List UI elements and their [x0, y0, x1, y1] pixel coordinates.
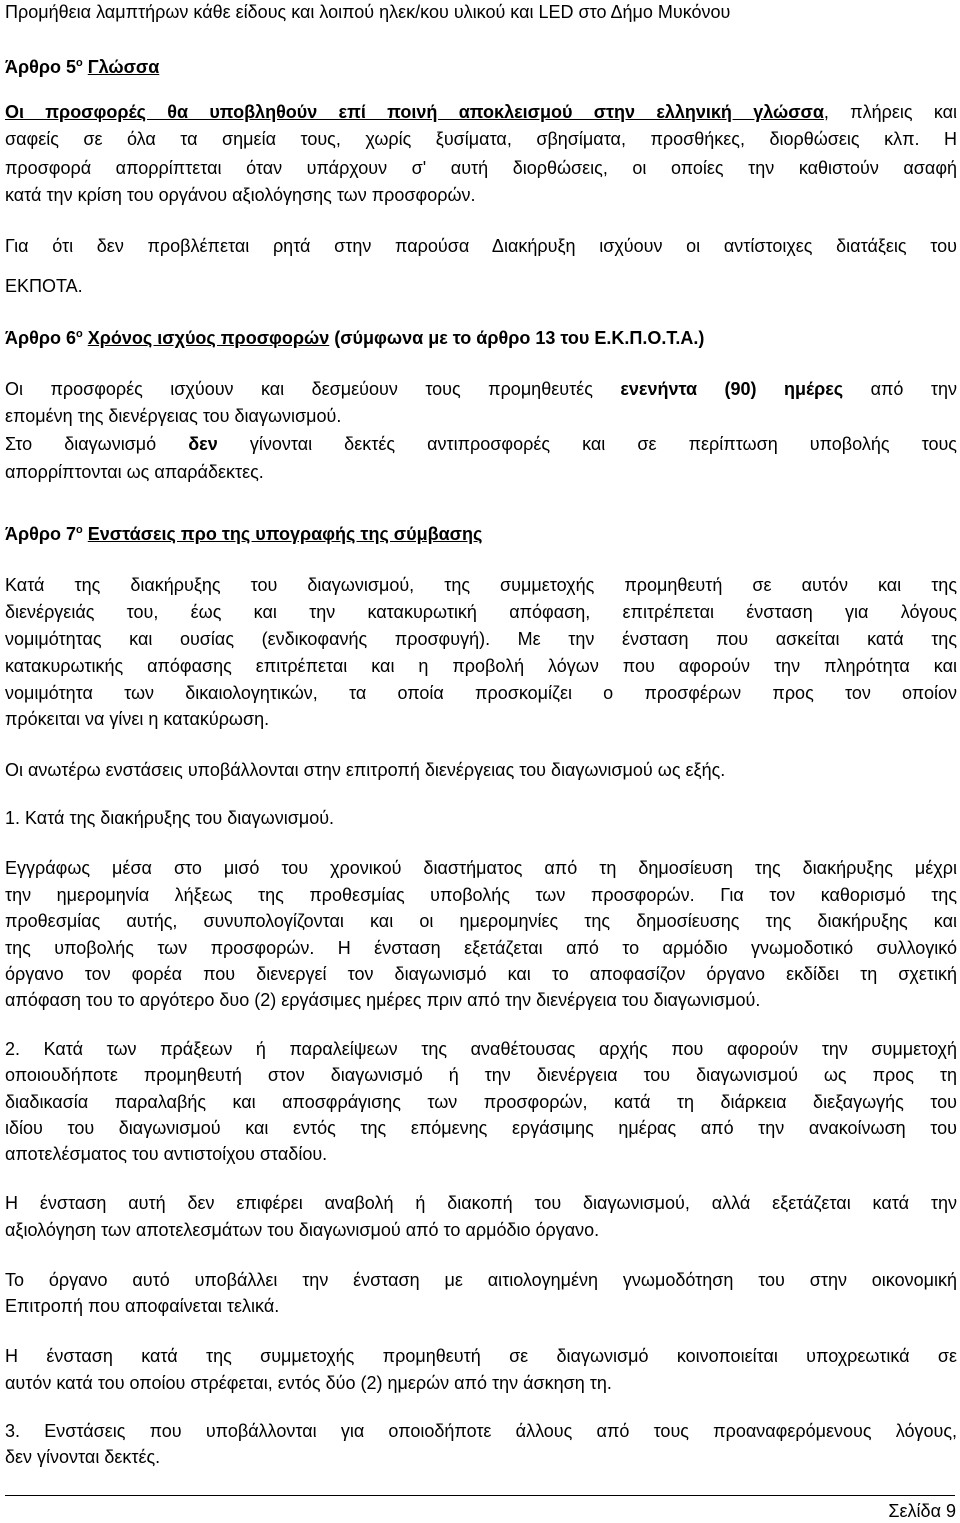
article7-line: νομιμότητα των δικαιολογητικών, τα οποία προσκομίζει ο προσφέρων προς τον οποίον: [5, 683, 957, 703]
article5-prefix: Άρθρο 5: [5, 57, 77, 77]
page-number: Σελίδα 9: [888, 1501, 956, 1521]
article6-p1-start: Οι προσφορές ισχύουν και δεσμεύουν τους προμηθευτές: [5, 379, 593, 399]
article7-line: την ημερομηνία λήξεως της προθεσμίας υποβολής των προσφορών. Για τον καθορισμό της: [5, 885, 957, 905]
article7-prefix: Άρθρο 7: [5, 524, 77, 544]
article6-title: Χρόνος ισχύος προσφορών: [87, 328, 330, 348]
footer-divider: [5, 1495, 955, 1496]
article7-line: αποτελέσματος του αντιστοίχου σταδίου.: [5, 1144, 328, 1164]
article7-line: Το όργανο αυτό υποβάλλει την ένσταση με αιτιολογημένη γνωμοδότηση του στην οικονομική: [5, 1270, 957, 1290]
article7-line: όργανο τον φορέα που διενεργεί τον διαγωνισμό και το αποφασίζον όργανο εκδίδει τη σχετική: [5, 964, 957, 984]
article6-p1-end: από την: [870, 379, 957, 399]
article5-p1-line1: [5, 100, 957, 125]
article5-p1-line2: σαφείς σε όλα τα σημεία τους, χωρίς ξυσίματα, σβησίματα, προσθήκες, διορθώσεις κλπ. Η: [5, 129, 957, 149]
article6-p2-line1: [5, 432, 957, 457]
article7-item3-line: 3. Ενστάσεις που υποβάλλονται για οποιοδήποτε άλλους από τους προαναφερόμενους λόγους,: [5, 1421, 957, 1441]
article7-item1-title: 1. Κατά της διακήρυξης του διαγωνισμού.: [5, 808, 335, 828]
article7-line: Η ένσταση αυτή δεν επιφέρει αναβολή ή διακοπή του διαγωνισμού, αλλά εξετάζεται κατά την: [5, 1193, 957, 1213]
article6-prefix: Άρθρο 6: [5, 328, 77, 348]
article6-p1-line2: επομένη της διενέργειας του διαγωνισμού.: [5, 406, 342, 426]
article7-line: της υποβολής των προσφορών. Η ένσταση εξετάζεται από το αρμόδιο γνωμοδοτικό συλλογικό: [5, 938, 957, 958]
article5-heading: [5, 55, 957, 80]
article7-line: πρόκειται να γίνει η κατακύρωση.: [5, 709, 270, 729]
article5-sup: ο: [76, 57, 83, 69]
article7-line: διενέργειάς του, έως και την κατακυρωτική απόφαση, επιτρέπεται ένσταση για λόγους: [5, 602, 957, 622]
article7-line: ιδίου του διαγωνισμού και εντός της επόμενης εργάσιμης ημέρας από την ανακοίνωση του: [5, 1118, 957, 1138]
article7-item2-line: 2. Κατά των πράξεων ή παραλείψεων της αναθέτουσας αρχής που αφορούν την συμμετοχή: [5, 1039, 957, 1059]
article7-line: αξιολόγηση των αποτελεσμάτων του διαγωνισμού από το αρμόδιο όργανο.: [5, 1220, 600, 1240]
article5-p1-line3: προσφορά απορρίπτεται όταν υπάρχουν σ' αυτή διορθώσεις, οι οποίες την καθιστούν ασαφή: [5, 158, 957, 178]
article7-line: νομιμότητας και ουσίας (ενδικοφανής προσφυγή). Με την ένσταση που ασκείται κατά της: [5, 629, 957, 649]
article7-line: αυτόν κατά του οποίου στρέφεται, εντός δύο (2) ημερών από την άσκηση τη.: [5, 1373, 612, 1393]
article6-title-suffix: (σύμφωνα με το άρθρο 13 του Ε.Κ.Π.Ο.Τ.Α.): [329, 328, 705, 348]
article5-p1-rest: , πλήρεις και: [823, 102, 958, 122]
article5-p1-bold: Οι προσφορές θα υποβληθούν επί ποινή αποκλεισμού στην ελληνική γλώσσα: [5, 102, 824, 122]
article7-line: Εγγράφως μέσα στο μισό του χρονικού διαστήματος από τη δημοσίευση της διακήρυξης μέχρι: [5, 858, 957, 878]
article7-line: διαδικασία παραλαβής και αποσφράγισης των προσφορών, κατά τη διάρκεια διεξαγωγής του: [5, 1092, 957, 1112]
article7-line: προθεσμίας αυτής, συνυπολογίζονται και οι ημερομηνίες της δημοσίευσης της διακήρυξης και: [5, 911, 957, 931]
article6-p1-line1: [5, 377, 957, 402]
article6-heading: [5, 326, 957, 351]
article7-heading: [5, 522, 957, 547]
article7-line: κατακυρωτικής απόφασης επιτρέπεται και η προβολή λόγων που αφορούν την πληρότητα και: [5, 656, 957, 676]
article6-p2-bold: δεν: [188, 434, 218, 454]
article7-line: οποιουδήποτε προμηθευτή στον διαγωνισμό ή την διενέργεια του διαγωνισμού ως προς τη: [5, 1065, 957, 1085]
article6-p2-line2: απορρίπτονται ως απαράδεκτες.: [5, 462, 264, 482]
article7-sup: ο: [76, 524, 83, 536]
article7-line: Κατά της διακήρυξης του διαγωνισμού, της συμμετοχής προμηθευτή σε αυτόν και της: [5, 575, 957, 595]
article7-line: Οι ανωτέρω ενστάσεις υποβάλλονται στην επιτροπή διενέργειας του διαγωνισμού ως εξής.: [5, 760, 726, 780]
article7-line: απόφαση του το αργότερο δυο (2) εργάσιμες ημέρες πριν από την διενέργεια του διαγωνισμού.: [5, 990, 761, 1010]
article5-p1-line4: κατά την κρίση του οργάνου αξιολόγησης των προσφορών.: [5, 185, 476, 205]
article7-line: δεν γίνονται δεκτές.: [5, 1447, 161, 1467]
article6-p1-bold: ενενήντα (90) ημέρες: [620, 379, 844, 399]
article6-sup: ο: [76, 328, 83, 340]
article5-p2-line1: Για ότι δεν προβλέπεται ρητά στην παρούσα Διακήρυξη ισχύουν οι αντίστοιχες διατάξεις του: [5, 236, 957, 256]
article6-p2-start: Στο διαγωνισμό: [5, 434, 157, 454]
article7-line: Επιτροπή που αποφαίνεται τελικά.: [5, 1296, 280, 1316]
article5-title: Γλώσσα: [87, 57, 160, 77]
article5-p2-line2: ΕΚΠΟΤΑ.: [5, 276, 83, 296]
header-title: Προμήθεια λαμπτήρων κάθε είδους και λοιπού ηλεκ/κου υλικού και LED στο Δήμο Μυκόνου: [5, 2, 731, 22]
article7-line: Η ένσταση κατά της συμμετοχής προμηθευτή σε διαγωνισμό κοινοποιείται υποχρεωτικά σε: [5, 1346, 957, 1366]
article7-title: Ενστάσεις προ της υπογραφής της σύμβασης: [87, 524, 483, 544]
article6-p2-end: γίνονται δεκτές αντιπροσφορές και σε περίπτωση υποβολής τους: [249, 434, 957, 454]
